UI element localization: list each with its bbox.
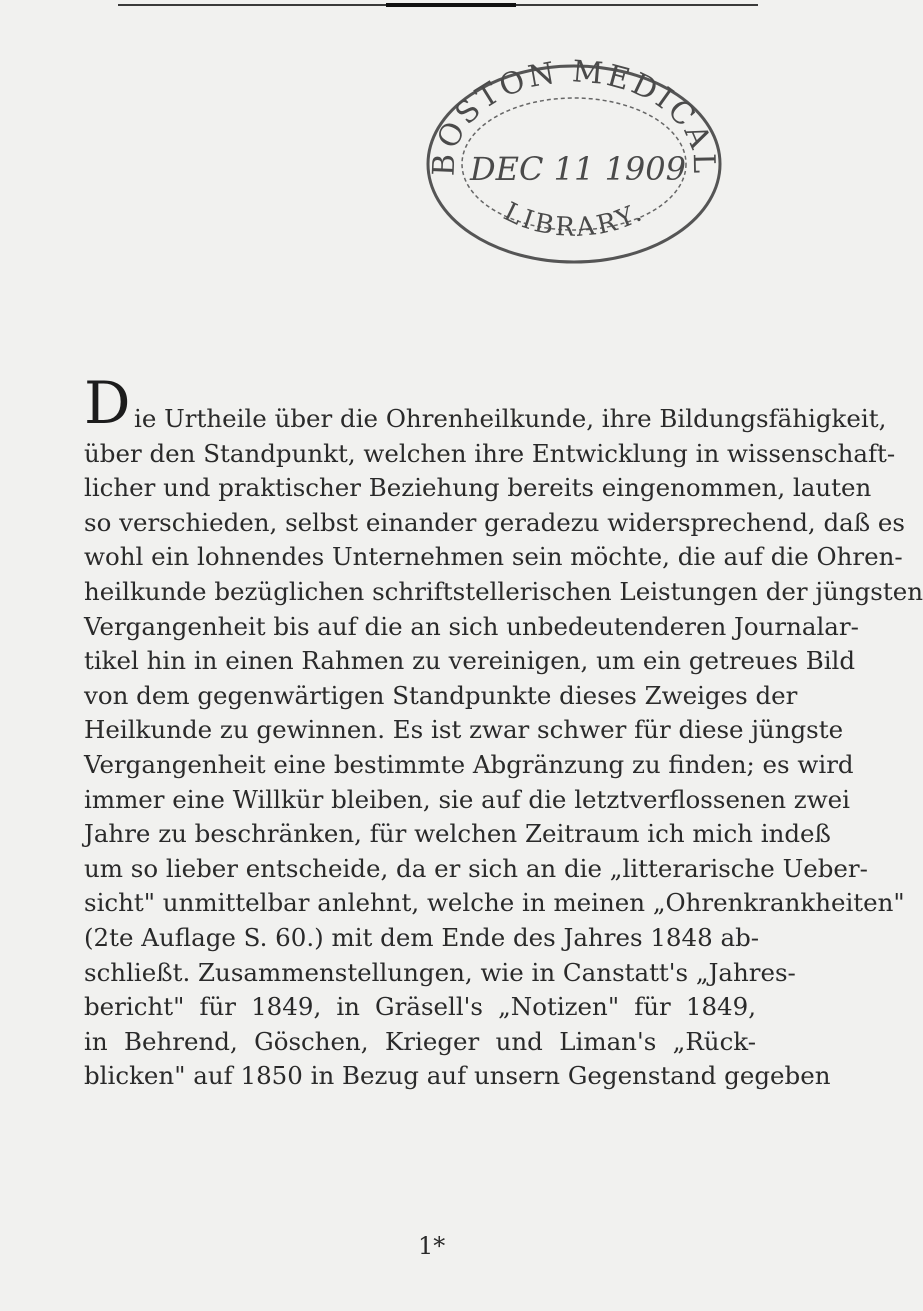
text-line: so verschieden, selbst einander geradezu widersprechend, daß es <box>84 507 905 537</box>
text-line: immer eine Willkür bleiben, sie auf die letztverflossenen zwei <box>84 784 850 814</box>
text-line: Jahre zu beschränken, für welchen Zeitraum ich mich indeß <box>84 819 831 849</box>
stamp-bottom-text: LIBRARY. <box>498 196 650 244</box>
text-line: Vergangenheit eine bestimmte Abgränzung zu finden; es wird <box>84 749 854 779</box>
page-signature: 1* <box>418 1232 446 1260</box>
text-line: (2te Auflage S. 60.) mit dem Ende des Jahres 1848 ab- <box>84 922 760 952</box>
drop-cap: D <box>84 369 131 437</box>
library-stamp <box>418 54 730 272</box>
text-line: um so lieber entscheide, da er sich an die „litterarische Ueber- <box>84 853 868 883</box>
text-line: sicht" unmittelbar anlehnt, welche in meinen „Ohrenkrankheiten" <box>84 888 905 918</box>
text-line: heilkunde bezüglichen schriftstellerischen Leistungen der jüngsten <box>84 576 923 606</box>
text-line: ie Urtheile über die Ohrenheilkunde, ihre Bildungsfähigkeit, <box>134 404 887 433</box>
text-line: Vergangenheit bis auf die an sich unbedeutenderen Journalar- <box>84 611 859 641</box>
text-line: bericht" für 1849, in Gräsell's „Notizen" für 1849, <box>84 992 756 1022</box>
text-line: in Behrend, Göschen, Krieger und Liman's „Rück- <box>84 1026 756 1056</box>
stamp-date: DEC 11 1909 <box>470 150 686 188</box>
top-rule <box>118 4 758 6</box>
text-line: tikel hin in einen Rahmen zu vereinigen, um ein getreues Bild <box>84 646 856 676</box>
text-line: von dem gegenwärtigen Standpunkte dieses Zweiges der <box>84 680 798 710</box>
text-line: licher und praktischer Beziehung bereits eingenommen, lauten <box>84 473 872 503</box>
text-line: über den Standpunkt, welchen ihre Entwicklung in wissenschaft- <box>84 438 896 468</box>
text-line: wohl ein lohnendes Unternehmen sein möchte, die auf die Ohren- <box>84 542 903 572</box>
top-rule-thick <box>386 3 516 7</box>
text-line: blicken" auf 1850 in Bezug auf unsern Gegenstand gegeben <box>84 1061 831 1091</box>
library-stamp-graphic <box>418 54 730 272</box>
body-paragraph <box>84 402 923 1094</box>
stamp-top-text: BOSTON MEDICAL <box>426 54 722 177</box>
text-line: Heilkunde zu gewinnen. Es ist zwar schwer für diese jüngste <box>84 715 844 745</box>
text-line: schließt. Zusammenstellungen, wie in Canstatt's „Jahres- <box>84 957 796 987</box>
